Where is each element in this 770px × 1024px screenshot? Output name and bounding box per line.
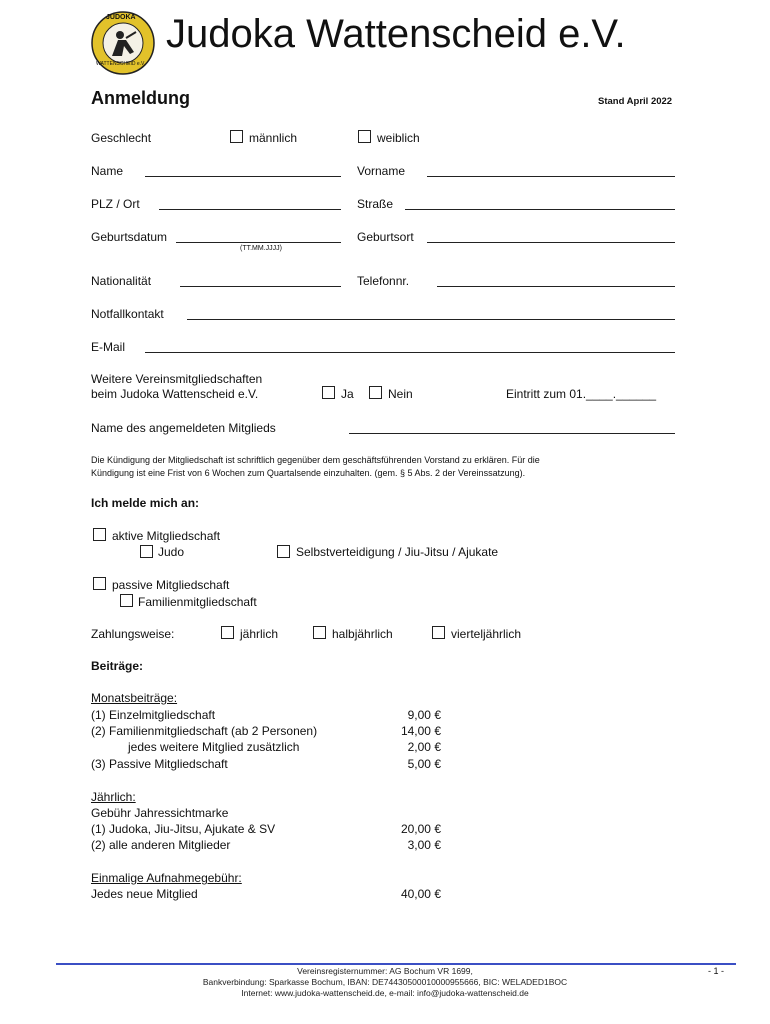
fee-amount: 40,00 € <box>400 887 441 901</box>
aktive-checkbox[interactable] <box>93 528 106 541</box>
fee-amount: 2,00 € <box>407 740 441 754</box>
fee-amount: 20,00 € <box>400 822 441 836</box>
name-label: Name <box>91 164 124 178</box>
telefon-label: Telefonnr. <box>357 274 410 288</box>
ja-checkbox[interactable] <box>322 386 335 399</box>
telefon-field[interactable] <box>437 286 675 287</box>
yearly-subheading: Gebühr Jahressichtmarke <box>91 806 229 820</box>
fee-label: (3) Passive Mitgliedschaft <box>91 757 228 771</box>
vorname-field[interactable] <box>427 176 675 177</box>
plz-ort-field[interactable] <box>159 209 341 210</box>
angemeldet-label: Name des angemeldeten Mitglieds <box>91 421 276 435</box>
beitraege-heading: Beiträge: <box>91 659 144 673</box>
selbst-label: Selbstverteidigung / Jiu-Jitsu / Ajukate <box>296 545 499 559</box>
form-heading: Anmeldung <box>91 88 190 108</box>
selbst-checkbox[interactable] <box>277 545 290 558</box>
passive-label: passive Mitgliedschaft <box>112 578 230 592</box>
weitere-label-line1: Weitere Vereinsmitgliedschaften <box>91 372 263 386</box>
fee-label: (1) Einzelmitgliedschaft <box>91 708 216 722</box>
fee-label: (2) Familienmitgliedschaft (ab 2 Personen) <box>91 724 318 738</box>
footer-bank: Bankverbindung: Sparkasse Bochum, IBAN: DE74430500010000955666, BIC: WELADED1BOC <box>202 977 568 987</box>
fee-label: (2) alle anderen Mitglieder <box>91 838 231 852</box>
fee-amount: 5,00 € <box>407 757 441 771</box>
footer-internet: Internet: www.judoka-wattenscheid.de, e-mail: info@judoka-wattenscheid.de <box>241 988 529 998</box>
geburtsort-field[interactable] <box>427 242 675 243</box>
fee-amount: 9,00 € <box>407 708 441 722</box>
kuendigung-note-line1: Die Kündigung der Mitgliedschaft ist schriftlich gegenüber dem geschäftsführenden Vorstand zu erklären. Für die <box>91 455 540 465</box>
geburtsdatum-label: Geburtsdatum <box>91 230 168 244</box>
vierteljaehrlich-checkbox[interactable] <box>432 626 445 639</box>
footer-rule <box>56 963 736 965</box>
zahlungsweise-label: Zahlungsweise: <box>91 627 175 641</box>
jaehrlich-checkbox[interactable] <box>221 626 234 639</box>
nein-checkbox[interactable] <box>369 386 382 399</box>
notfall-label: Notfallkontakt <box>91 307 164 321</box>
fee-amount: 14,00 € <box>400 724 441 738</box>
maennlich-checkbox[interactable] <box>230 130 243 143</box>
date-format-hint: (TT.MM.JJJJ) <box>240 245 282 252</box>
eintritt-field[interactable]: Eintritt zum 01.____.______ <box>506 387 657 401</box>
familie-label: Familienmitgliedschaft <box>138 595 257 609</box>
familie-checkbox[interactable] <box>120 594 133 607</box>
angemeldet-field[interactable] <box>349 433 675 434</box>
vierteljaehrlich-label: vierteljährlich <box>451 627 522 641</box>
geschlecht-label: Geschlecht <box>91 131 152 145</box>
vorname-label: Vorname <box>357 164 406 178</box>
strasse-field[interactable] <box>405 209 675 210</box>
logo-text-top: JUDOKA <box>106 14 136 21</box>
halbjaehrlich-label: halbjährlich <box>332 627 393 641</box>
jaehrlich-label: jährlich <box>240 627 279 641</box>
kuendigung-note-line2: Kündigung ist eine Frist von 6 Wochen zum Quartalsende einzuhalten. (gem. § 5 Abs. 2 der Vereinssatzung). <box>91 468 526 478</box>
fee-label: (1) Judoka, Jiu-Jitsu, Ajukate & SV <box>91 822 276 836</box>
monthly-heading: Monatsbeiträge: <box>91 691 178 705</box>
melde-an-heading: Ich melde mich an: <box>91 496 200 510</box>
nationalitaet-field[interactable] <box>180 286 341 287</box>
weiblich-label: weiblich <box>377 131 420 145</box>
email-field[interactable] <box>145 352 675 353</box>
page-title: Judoka Wattenscheid e.V. <box>166 12 626 56</box>
plz-ort-label: PLZ / Ort <box>91 197 140 211</box>
nationalitaet-label: Nationalität <box>91 274 152 288</box>
geburtsort-label: Geburtsort <box>357 230 414 244</box>
logo-text-bottom: WATTENSCHEID e.V. <box>96 61 146 67</box>
ja-label: Ja <box>341 387 354 401</box>
yearly-heading: Jährlich: <box>91 790 136 804</box>
aktive-label: aktive Mitgliedschaft <box>112 529 221 543</box>
fee-label: jedes weitere Mitglied zusätzlich <box>128 740 300 754</box>
geburtsdatum-field[interactable] <box>176 242 341 243</box>
notfall-field[interactable] <box>187 319 675 320</box>
passive-checkbox[interactable] <box>93 577 106 590</box>
footer-register: Vereinsregisternummer: AG Bochum VR 1699, <box>297 966 473 976</box>
judo-label: Judo <box>158 545 185 559</box>
weitere-label-line2: beim Judoka Wattenscheid e.V. <box>91 387 259 401</box>
weiblich-checkbox[interactable] <box>358 130 371 143</box>
nein-label: Nein <box>388 387 413 401</box>
judo-checkbox[interactable] <box>140 545 153 558</box>
page-number: - 1 - <box>708 966 725 976</box>
email-label: E-Mail <box>91 340 126 354</box>
name-field[interactable] <box>145 176 341 177</box>
maennlich-label: männlich <box>249 131 298 145</box>
fee-label: Jedes neue Mitglied <box>91 887 198 901</box>
strasse-label: Straße <box>357 197 394 211</box>
once-heading: Einmalige Aufnahmegebühr: <box>91 871 242 885</box>
fee-amount: 3,00 € <box>407 838 441 852</box>
stand-date: Stand April 2022 <box>598 96 673 107</box>
halbjaehrlich-checkbox[interactable] <box>313 626 326 639</box>
